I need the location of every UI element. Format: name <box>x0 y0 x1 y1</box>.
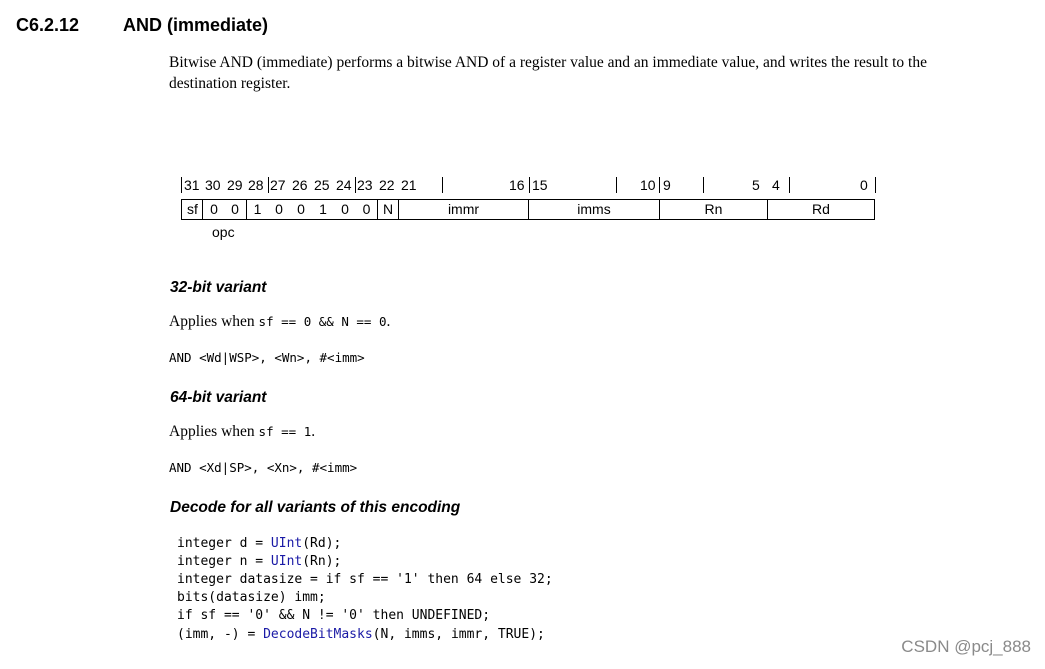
applies-prefix: Applies when <box>169 313 255 330</box>
decode-heading: Decode for all variants of this encoding <box>170 499 461 516</box>
bit-number: 5 <box>752 177 760 193</box>
applies-suffix: . <box>386 313 391 330</box>
bit-number: 31 <box>184 177 200 193</box>
function-link[interactable]: UInt <box>270 536 303 551</box>
bit-number: 30 <box>205 177 221 193</box>
field-imms: imms <box>577 201 611 217</box>
bit-number: 23 <box>357 177 373 193</box>
bit-number: 26 <box>292 177 308 193</box>
field-bit: 0 <box>297 201 305 217</box>
field-bit: 0 <box>231 201 239 217</box>
field-immr: immr <box>447 201 480 217</box>
bit-tick <box>442 177 443 193</box>
bit-number: 24 <box>336 177 352 193</box>
bit-tick <box>181 177 182 193</box>
field-n: N <box>382 201 394 217</box>
decode-line: integer datasize = if sf == '1' then 64 else 32; <box>177 572 553 587</box>
variant64-syntax: AND <Xd|SP>, <Xn>, #<imm> <box>169 460 358 475</box>
variant32-applies <box>169 313 390 331</box>
bit-tick <box>659 177 660 193</box>
bit-number: 9 <box>663 177 671 193</box>
field-bit: 0 <box>362 201 371 217</box>
opc-label: opc <box>212 224 235 240</box>
watermark: CSDN @pcj_888 <box>901 637 1031 656</box>
function-link[interactable]: UInt <box>270 554 303 569</box>
section-title: AND (immediate) <box>123 15 269 35</box>
decode-line: integer d = UInt(Rd); <box>177 536 342 551</box>
variant32-syntax: AND <Wd|WSP>, <Wn>, #<imm> <box>169 350 365 365</box>
bit-tick <box>268 177 269 193</box>
applies-prefix: Applies when <box>169 423 255 440</box>
bit-number: 0 <box>860 177 868 193</box>
applies-condition: sf == 1 <box>258 424 312 439</box>
field-bit: 0 <box>341 201 349 217</box>
field-sf: sf <box>187 201 198 217</box>
field-rn: Rn <box>704 201 723 217</box>
bit-number: 25 <box>314 177 330 193</box>
variant64-heading: 64-bit variant <box>170 389 267 406</box>
applies-condition: sf == 0 && N == 0 <box>258 314 387 329</box>
field-rd: Rd <box>812 201 830 217</box>
decode-line: if sf == '0' && N != '0' then UNDEFINED; <box>177 608 491 623</box>
bit-tick <box>529 177 530 193</box>
bit-number: 16 <box>509 177 525 193</box>
bit-number: 21 <box>401 177 417 193</box>
decode-line: (imm, -) = DecodeBitMasks(N, imms, immr, TRUE); <box>177 627 545 642</box>
field-bit: 0 <box>275 201 283 217</box>
field-bit: 1 <box>319 201 327 217</box>
bit-tick <box>875 177 876 193</box>
variant32-heading: 32-bit variant <box>170 279 267 296</box>
section-number: C6.2.12 <box>16 15 80 35</box>
variant64-applies <box>169 423 315 441</box>
bit-tick <box>703 177 704 193</box>
bit-number: 15 <box>532 177 548 193</box>
bit-tick <box>355 177 356 193</box>
bit-number: 22 <box>379 177 395 193</box>
bit-number: 4 <box>772 177 780 193</box>
decode-line: bits(datasize) imm; <box>177 590 326 605</box>
function-link[interactable]: DecodeBitMasks <box>263 627 373 642</box>
bit-tick <box>616 177 617 193</box>
bit-number: 29 <box>227 177 243 193</box>
bit-tick <box>789 177 790 193</box>
bit-number: 10 <box>640 177 656 193</box>
section-description: Bitwise AND (immediate) performs a bitwise AND of a register value and an immediate value, and writes the result to the destination register. <box>169 54 927 92</box>
bit-number: 27 <box>270 177 286 193</box>
field-bit: 0 <box>210 201 218 217</box>
decode-line: integer n = UInt(Rn); <box>177 554 342 569</box>
bit-number: 28 <box>248 177 264 193</box>
field-bit: 1 <box>253 201 262 217</box>
applies-suffix: . <box>311 423 316 440</box>
